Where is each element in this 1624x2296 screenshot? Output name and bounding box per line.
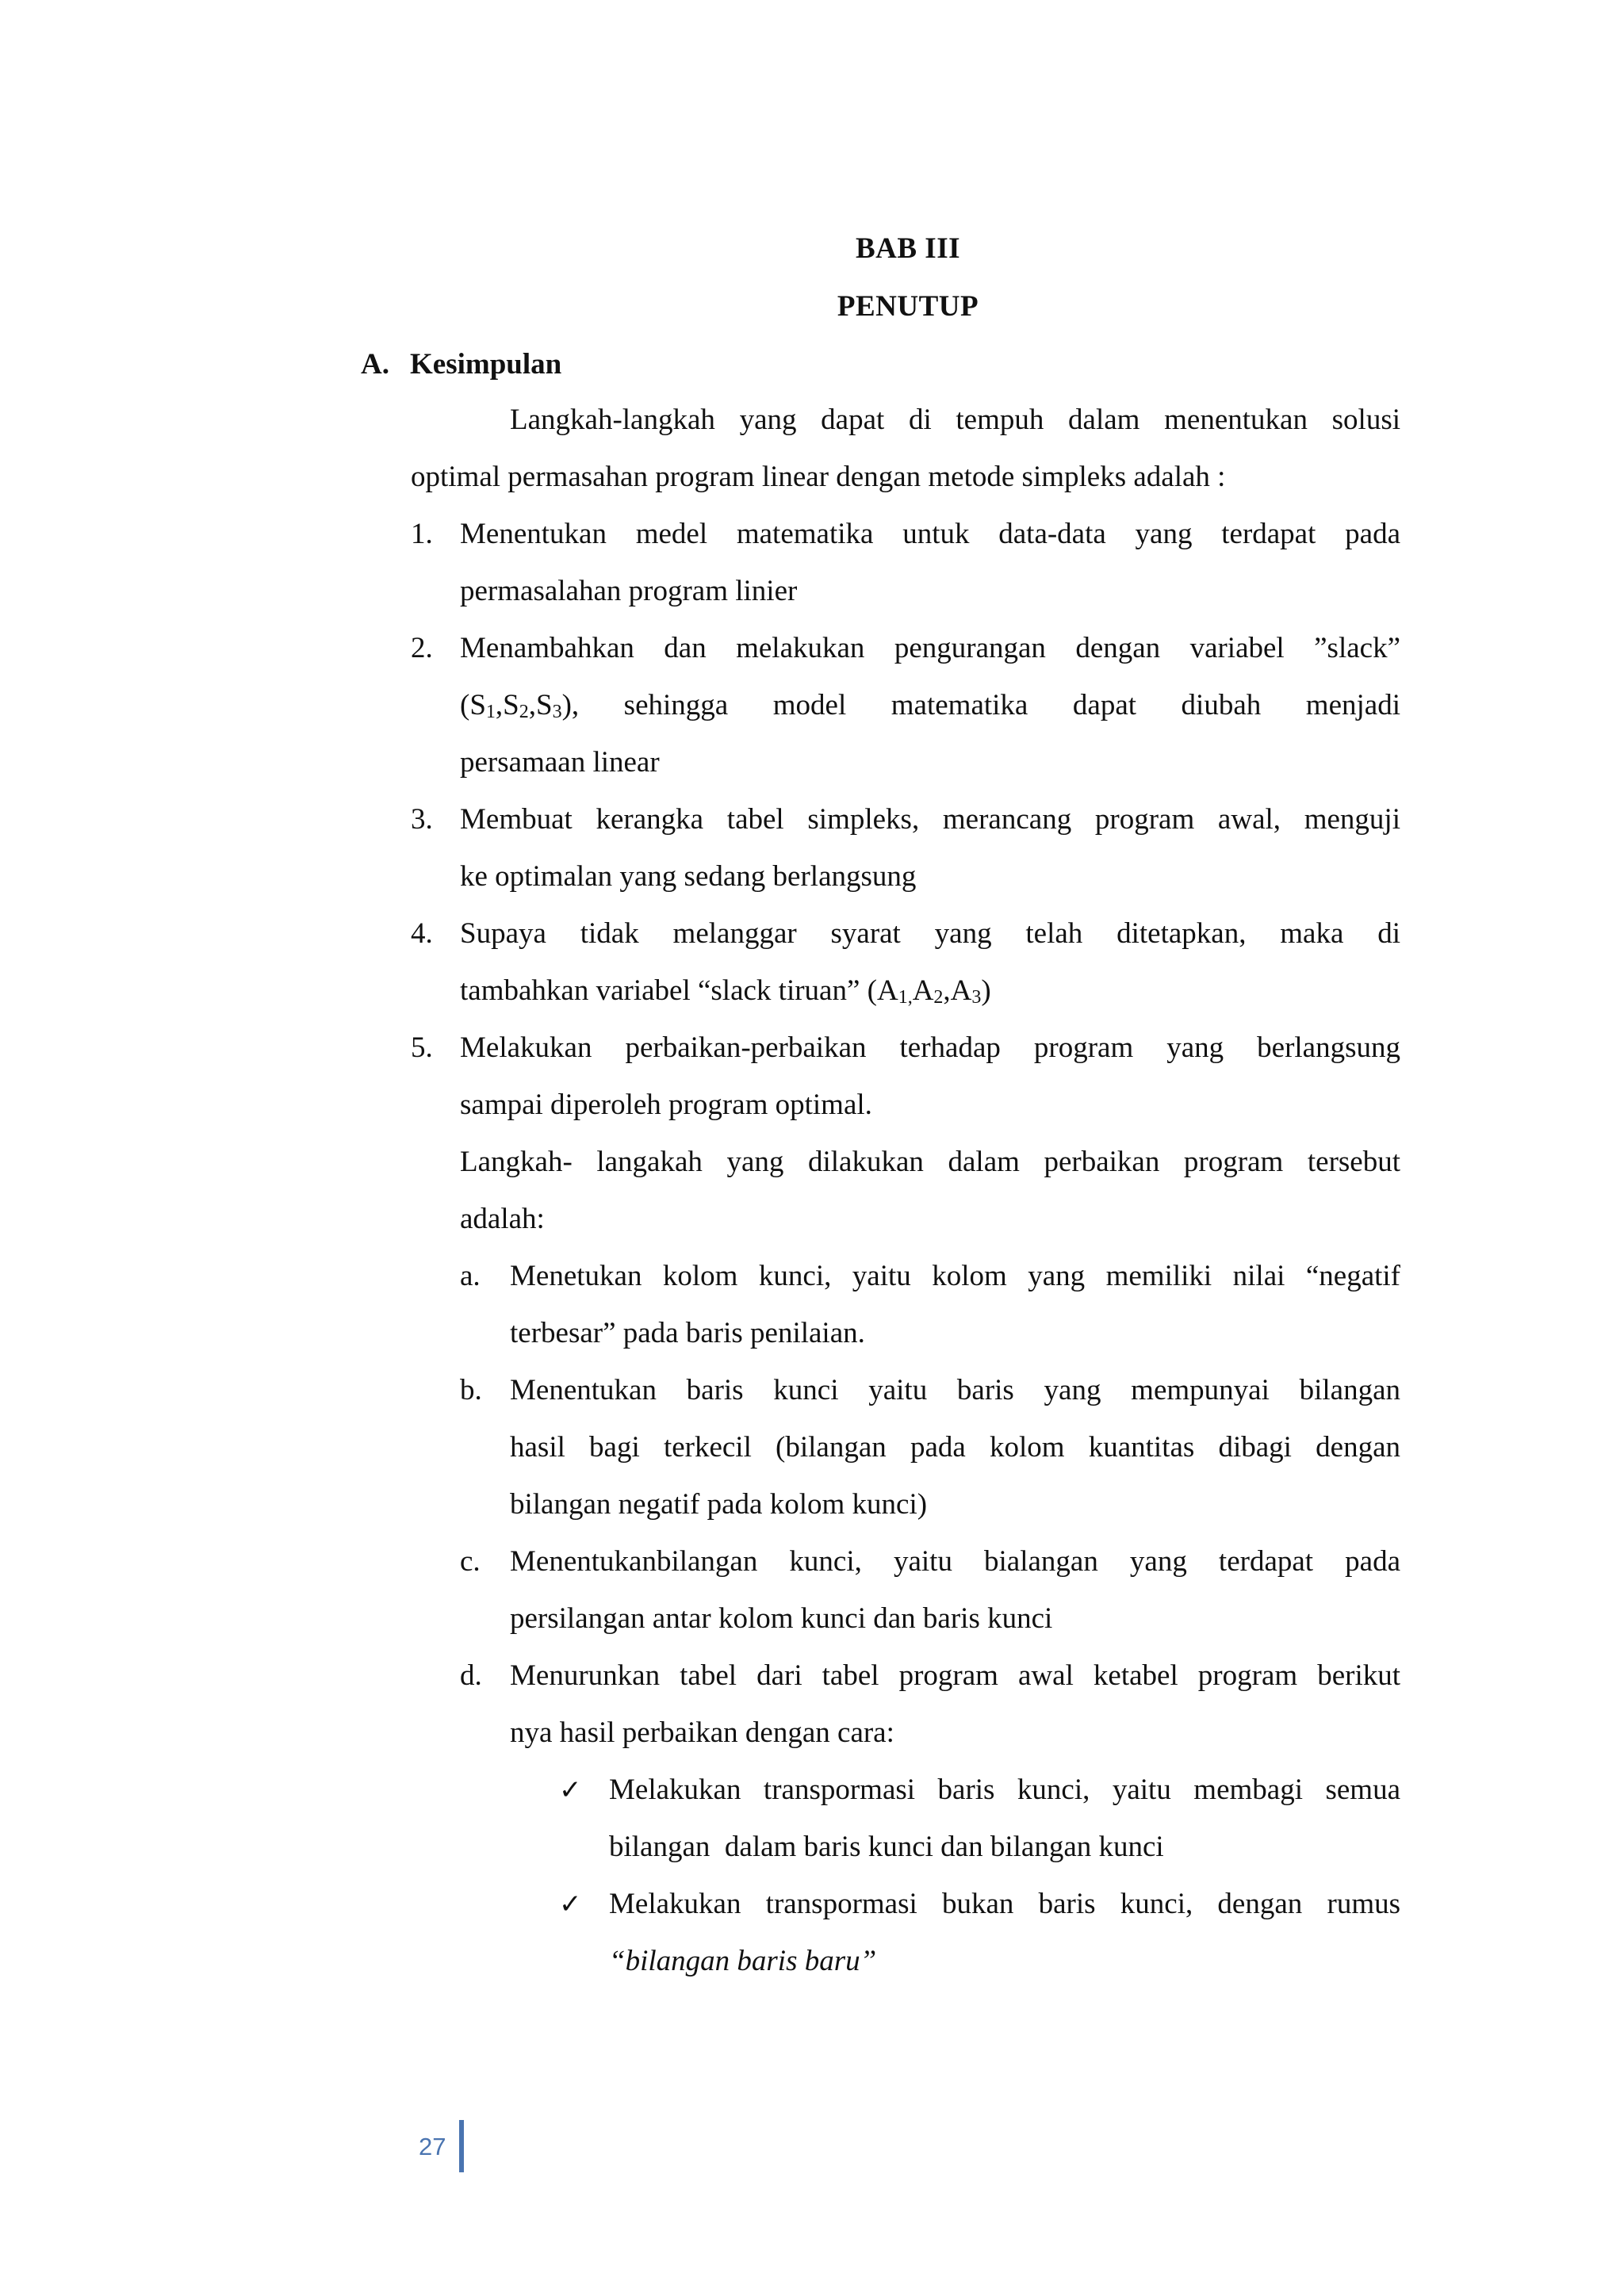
- subitem-c-line-1: Menentukanbilangan kunci, yaitu bialangan yang terdapat pada: [510, 1545, 1400, 1578]
- item-2-line-3: persamaan linear: [460, 746, 660, 779]
- check-1-line-2: bilangan dalam baris kunci dan bilangan kunci: [609, 1831, 1164, 1863]
- item-1-line-2: permasalahan program linier: [460, 575, 798, 607]
- subitem-c-line-2: persilangan antar kolom kunci dan baris kunci: [510, 1602, 1053, 1635]
- item-3-marker: 3.: [411, 803, 433, 836]
- chapter-title: PENUTUP: [837, 290, 979, 323]
- subitem-a-line-2: terbesar” pada baris penilaian.: [510, 1317, 865, 1349]
- item-3-line-1: Membuat kerangka tabel simpleks, merancang program awal, menguji: [460, 803, 1400, 836]
- subscript-3: 3: [971, 987, 982, 1008]
- item-1-marker: 1.: [411, 518, 433, 550]
- item-5-line-2: sampai diperoleh program optimal.: [460, 1089, 872, 1121]
- item-5-line-4: adalah:: [460, 1203, 545, 1235]
- item-4-marker: 4.: [411, 917, 433, 950]
- subscript-2: 2: [933, 987, 944, 1008]
- checkmark-icon: ✓: [559, 1888, 582, 1920]
- item-5-line-3: Langkah- langakah yang dilakukan dalam perbaikan program tersebut: [460, 1146, 1400, 1178]
- item-5-line-1: Melakukan perbaikan-perbaikan terhadap program yang berlangsung: [460, 1031, 1400, 1064]
- section-label: A.: [361, 348, 389, 381]
- subitem-b-line-2: hasil bagi terkecil (bilangan pada kolom kuantitas dibagi dengan: [510, 1431, 1400, 1464]
- item-2-marker: 2.: [411, 632, 433, 664]
- item-4-line-1: Supaya tidak melanggar syarat yang telah ditetapkan, maka di: [460, 917, 1400, 950]
- item-2-slack-s: ,S: [495, 689, 519, 721]
- subscript-3: 3: [552, 702, 562, 722]
- item-4-line-2-text: tambahkan variabel “slack tiruan” (A: [460, 974, 898, 1007]
- item-4-line-2: [460, 974, 991, 1008]
- subitem-c-marker: c.: [460, 1545, 481, 1578]
- item-4-slack-a: A: [912, 974, 934, 1007]
- subitem-d-line-1: Menurunkan tabel dari tabel program awal ketabel program berikut: [510, 1659, 1400, 1692]
- subitem-a-marker: a.: [460, 1260, 481, 1292]
- item-5-marker: 5.: [411, 1031, 433, 1064]
- item-2-slack-open: (S: [460, 689, 486, 721]
- subitem-d-marker: d.: [460, 1659, 482, 1692]
- subitem-a-line-1: Menetukan kolom kunci, yaitu kolom yang memiliki nilai “negatif: [510, 1260, 1400, 1292]
- check-2-line-2: “bilangan baris baru”: [609, 1945, 877, 1977]
- item-2-slack-s: ,S: [528, 689, 553, 721]
- subscript-1: 1,: [898, 987, 913, 1008]
- item-2-line-1: Menambahkan dan melakukan pengurangan dengan variabel ”slack”: [460, 632, 1400, 664]
- check-2-line-1: Melakukan transpormasi bukan baris kunci, dengan rumus: [609, 1888, 1400, 1920]
- subscript-2: 2: [519, 702, 529, 722]
- item-4-slack-a: ,A: [943, 974, 972, 1007]
- subitem-d-line-2: nya hasil perbaikan dengan cara:: [510, 1716, 894, 1749]
- check-1-line-1: Melakukan transpormasi baris kunci, yaitu membagi semua: [609, 1774, 1400, 1806]
- page-number: 27: [419, 2133, 446, 2160]
- intro-line-1: Langkah-langkah yang dapat di tempuh dalam menentukan solusi: [510, 404, 1400, 436]
- page-number-divider: [459, 2120, 464, 2172]
- item-1-line-1: Menentukan medel matematika untuk data-data yang terdapat pada: [460, 518, 1400, 550]
- item-2-line-2-rest: ), sehingga model matematika dapat diubah menjadi: [561, 689, 1400, 721]
- chapter-heading: BAB III: [855, 232, 961, 265]
- subitem-b-line-3: bilangan negatif pada kolom kunci): [510, 1488, 928, 1521]
- subscript-1: 1: [485, 702, 496, 722]
- section-title: Kesimpulan: [410, 348, 562, 381]
- item-2-line-2: [460, 688, 1400, 723]
- checkmark-icon: ✓: [559, 1774, 582, 1806]
- item-3-line-2: ke optimalan yang sedang berlangsung: [460, 860, 917, 893]
- intro-line-2: optimal permasahan program linear dengan metode simpleks adalah :: [411, 461, 1226, 493]
- subitem-b-marker: b.: [460, 1374, 482, 1406]
- subitem-b-line-1: Menentukan baris kunci yaitu baris yang mempunyai bilangan: [510, 1374, 1400, 1406]
- section-heading: [361, 347, 561, 381]
- item-4-slack-close: ): [981, 974, 991, 1007]
